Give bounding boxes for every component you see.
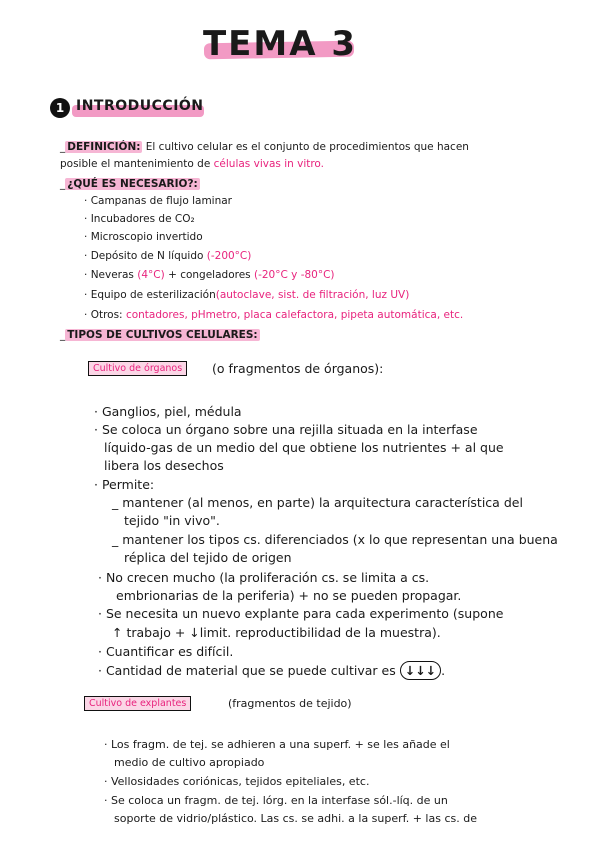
organos-line: · Ganglios, piel, médula: [94, 404, 242, 419]
organos-line: · Cuantificar es difícil.: [98, 644, 234, 659]
organos-line: _ mantener (al menos, en parte) la arquitectura característica del: [112, 495, 523, 510]
item-text: + congeladores: [168, 269, 251, 281]
necesario-item: · Depósito de N líquido (-200°C): [84, 250, 252, 262]
organos-box: Cultivo de órganos: [88, 361, 187, 376]
necesario-item: · Otros: contadores, pHmetro, placa calefactora, pipeta automática, etc.: [84, 309, 464, 321]
necesario-item: · Equipo de esterilización(autoclave, sist. de filtración, luz UV): [84, 289, 410, 301]
explantes-box: Cultivo de explantes: [84, 696, 191, 711]
organos-heading: (o fragmentos de órganos):: [212, 361, 384, 376]
item-text: Neveras: [90, 269, 134, 281]
item-text: Otros:: [90, 309, 123, 321]
organos-line-text: · Cantidad de material que se puede cultivar es: [98, 663, 396, 678]
necesario-item: · Neveras (4°C) + congeladores (-20°C y -80°C): [84, 269, 335, 281]
organos-line: réplica del tejido de origen: [124, 550, 292, 565]
organos-line: _ mantener los tipos cs. diferenciados (x lo que representan una buena: [112, 532, 558, 547]
necesario-item: · Campanas de flujo laminar: [84, 195, 232, 207]
item-text: Microscopio invertido: [90, 231, 203, 243]
definition-label: DEFINICIÓN:: [67, 141, 141, 153]
necesario-heading: _ ¿QUÉ ES NECESARIO?:: [60, 178, 198, 190]
explantes-line: · Se coloca un fragm. de tej. lórg. en la interfase sól.-líq. de un: [104, 794, 448, 807]
explantes-line: · Los fragm. de tej. se adhieren a una superf. + se les añade el: [104, 738, 450, 751]
item-pink: (-20°C y -80°C): [253, 269, 335, 281]
explantes-line: · Vellosidades coriónicas, tejidos epiteliales, etc.: [104, 775, 370, 788]
item-pink: (autoclave, sist. de filtración, luz UV): [215, 289, 410, 301]
organos-line: ↑ trabajo + ↓limit. reproductibilidad de la muestra).: [112, 625, 441, 640]
title-block: [190, 20, 370, 70]
necesario-item: · Microscopio invertido: [84, 231, 203, 243]
organos-line: embrionarias de la periferia) + no se pueden propagar.: [116, 588, 462, 603]
organos-line: · Se coloca un órgano sobre una rejilla situada en la interfase: [94, 422, 478, 437]
organos-line-last: · Cantidad de material que se puede cultivar es ↓↓↓ .: [98, 663, 446, 678]
organos-line: · Se necesita un nuevo explante para cada experimento (supone: [98, 606, 504, 621]
item-text: Incubadores de CO₂: [90, 213, 195, 225]
section-title: INTRODUCCIÓN: [76, 98, 204, 114]
organos-line: libera los desechos: [104, 458, 224, 473]
tipos-heading: _ TIPOS DE CULTIVOS CELULARES:: [60, 329, 258, 341]
circled-arrows: ↓↓↓: [400, 661, 441, 680]
necesario-item: · Incubadores de CO₂: [84, 213, 195, 225]
organos-line: · No crecen mucho (la proliferación cs. se limita a cs.: [98, 570, 430, 585]
tipos-label: TIPOS DE CULTIVOS CELULARES:: [67, 329, 258, 341]
explantes-line: soporte de vidrio/plástico. Las cs. se adhi. a la superf. + las cs. de: [114, 812, 477, 825]
organos-line: · Permite:: [94, 477, 155, 492]
definition-text-1: El cultivo celular es el conjunto de procedimientos que hacen: [145, 141, 469, 153]
organos-line: tejido "in vivo".: [124, 513, 220, 528]
definition-line-2: [60, 157, 324, 171]
page-title: TEMA 3: [202, 24, 358, 64]
item-pink: (-200°C): [206, 250, 252, 262]
definition-text-2b: células vivas in vitro.: [213, 158, 325, 170]
explantes-line: medio de cultivo apropiado: [114, 756, 265, 769]
item-text: Equipo de esterilización: [90, 289, 216, 301]
section-number: 1: [50, 98, 70, 118]
definition-text-2a: posible el mantenimiento de: [60, 158, 214, 170]
item-pink: contadores, pHmetro, placa calefactora, pipeta automática, etc.: [125, 309, 464, 321]
item-text: Campanas de flujo laminar: [90, 195, 232, 207]
organos-line: líquido-gas de un medio del que obtiene los nutrientes + al que: [104, 440, 504, 455]
item-pink: (4°C): [137, 269, 165, 281]
explantes-heading: (fragmentos de tejido): [228, 697, 352, 710]
necesario-label: ¿QUÉ ES NECESARIO?:: [67, 178, 198, 190]
definition-line-1: _ DEFINICIÓN: El cultivo celular es el conjunto de procedimientos que hacen: [60, 141, 469, 153]
item-text: Depósito de N líquido: [90, 250, 204, 262]
